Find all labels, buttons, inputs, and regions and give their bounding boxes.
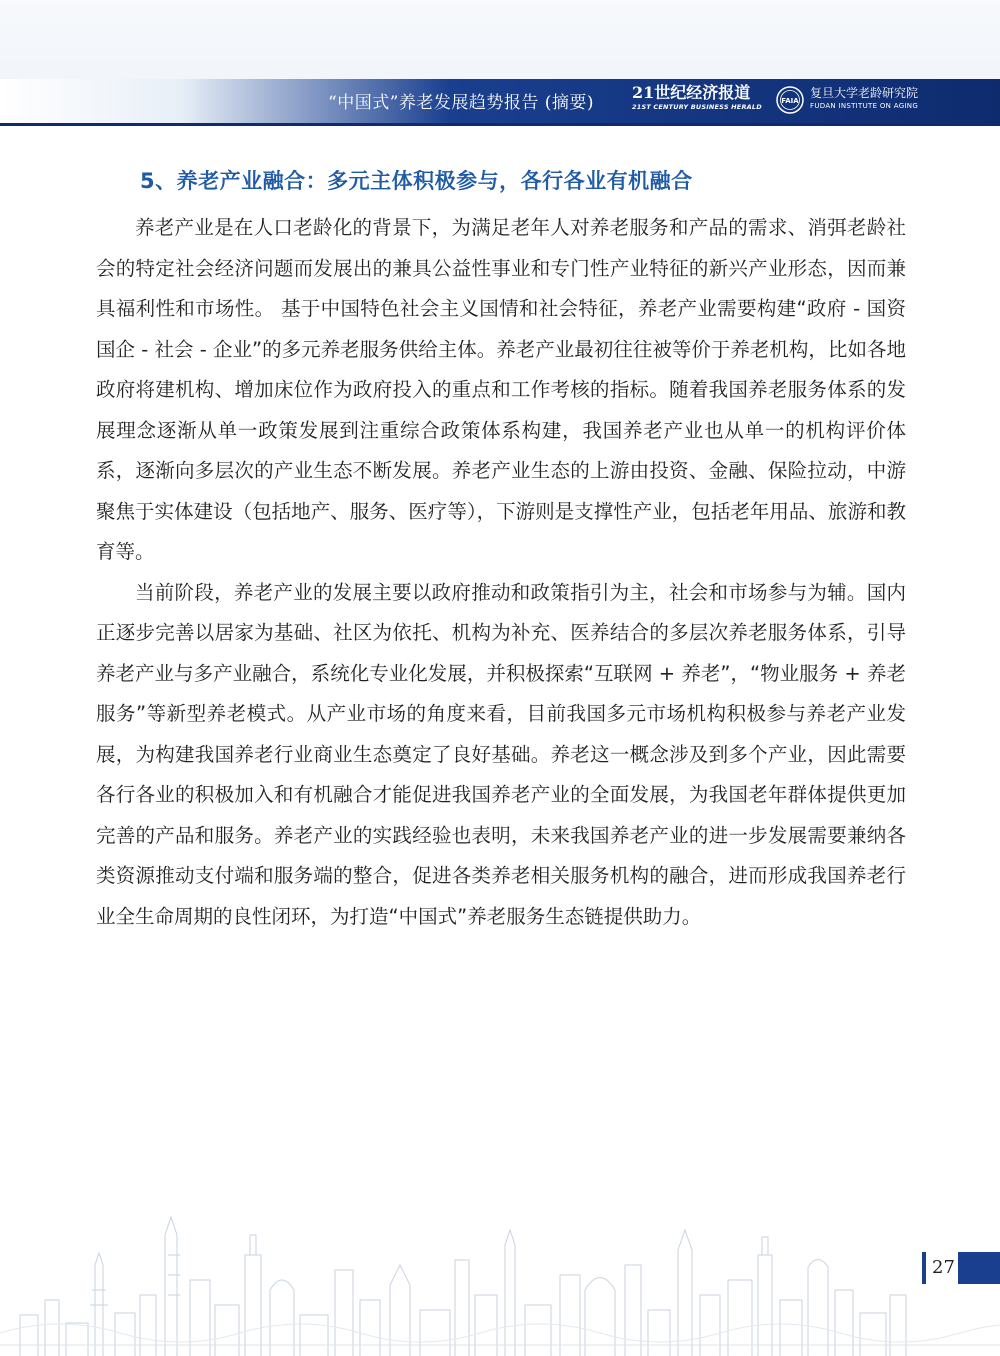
page-number: 27 bbox=[922, 1252, 958, 1284]
city-skyline-illustration bbox=[0, 1195, 1000, 1356]
fudan-emblem-icon bbox=[776, 86, 804, 114]
paragraph-1: 养老产业是在人口老龄化的背景下，为满足老年人对养老服务和产品的需求、消弭老龄社会的特定社会经济问题而发展出的兼具公益性事业和专门性产业特征的新兴产业形态，因而兼具福利性和市场性。 基于中国特色社会主义国情和社会特征，养老产业需要构建“政府 - 国资国企 - 社会 - 企业”的多元养老服务供给主体。养老产业最初往往被等价于养老机构，比如各地政府将建机构、增加床位作为政府投入的重点和工作考核的指标。随着我国养老服务体系的发展理念逐渐从单一政策发展到注重综合政策体系构建，我国养老产业也从单一的机构评价体系，逐渐向多层次的产业生态不断发展。养老产业生态的上游由投资、金融、保险拉动，中游聚焦于实体建设（包括地产、服务、医疗等），下游则是支撑性产业，包括老年用品、旅游和教育等。 bbox=[96, 216, 906, 563]
fudan-cn: 复旦大学老龄研究院 bbox=[810, 86, 919, 100]
paragraph-2: 当前阶段，养老产业的发展主要以政府推动和政策指引为主，社会和市场参与为辅。国内正逐步完善以居家为基础、社区为依托、机构为补充、医养结合的多层次养老服务体系，引导养老产业与多产业融合，系统化专业化发展，并积极探索“互联网 + 养老”，“物业服务 + 养老服务”等新型养老模式。从产业市场的角度来看，目前我国多元市场机构积极参与养老产业发展，为构建我国养老行业商业生态奠定了良好基础。养老这一概念涉及到多个产业，因此需要各行各业的积极加入和有机融合才能促进我国养老产业的全面发展，为我国老年群体提供更加完善的产品和服务。养老产业的实践经验也表明，未来我国养老产业的进一步发展需要兼纳各类资源推动支付端和服务端的整合，促进各类养老相关服务机构的融合，进而形成我国养老行业全生命周期的良性闭环，为打造“中国式”养老服务生态链提供助力。 bbox=[96, 580, 906, 928]
logo-21-cn: 21世纪经济报道 bbox=[632, 83, 751, 102]
header-rule bbox=[0, 123, 1000, 126]
21st-century-logo bbox=[632, 83, 762, 112]
report-title: “中国式”养老发展趋势报告 (摘要) bbox=[328, 93, 595, 113]
body-text bbox=[96, 208, 906, 937]
logo-21-en: 21ST CENTURY BUSINESS HERALD bbox=[632, 103, 762, 111]
section-heading: 5、养老产业融合：多元主体积极参与，各行各业有机融合 bbox=[140, 169, 693, 193]
page-header bbox=[0, 0, 1000, 126]
fudan-emblem-text: FAIA bbox=[781, 97, 799, 105]
fudan-institute-name bbox=[810, 86, 918, 111]
page-tab-marker bbox=[958, 1252, 1000, 1284]
fudan-en: FUDAN INSTITUTE ON AGING bbox=[810, 102, 919, 110]
